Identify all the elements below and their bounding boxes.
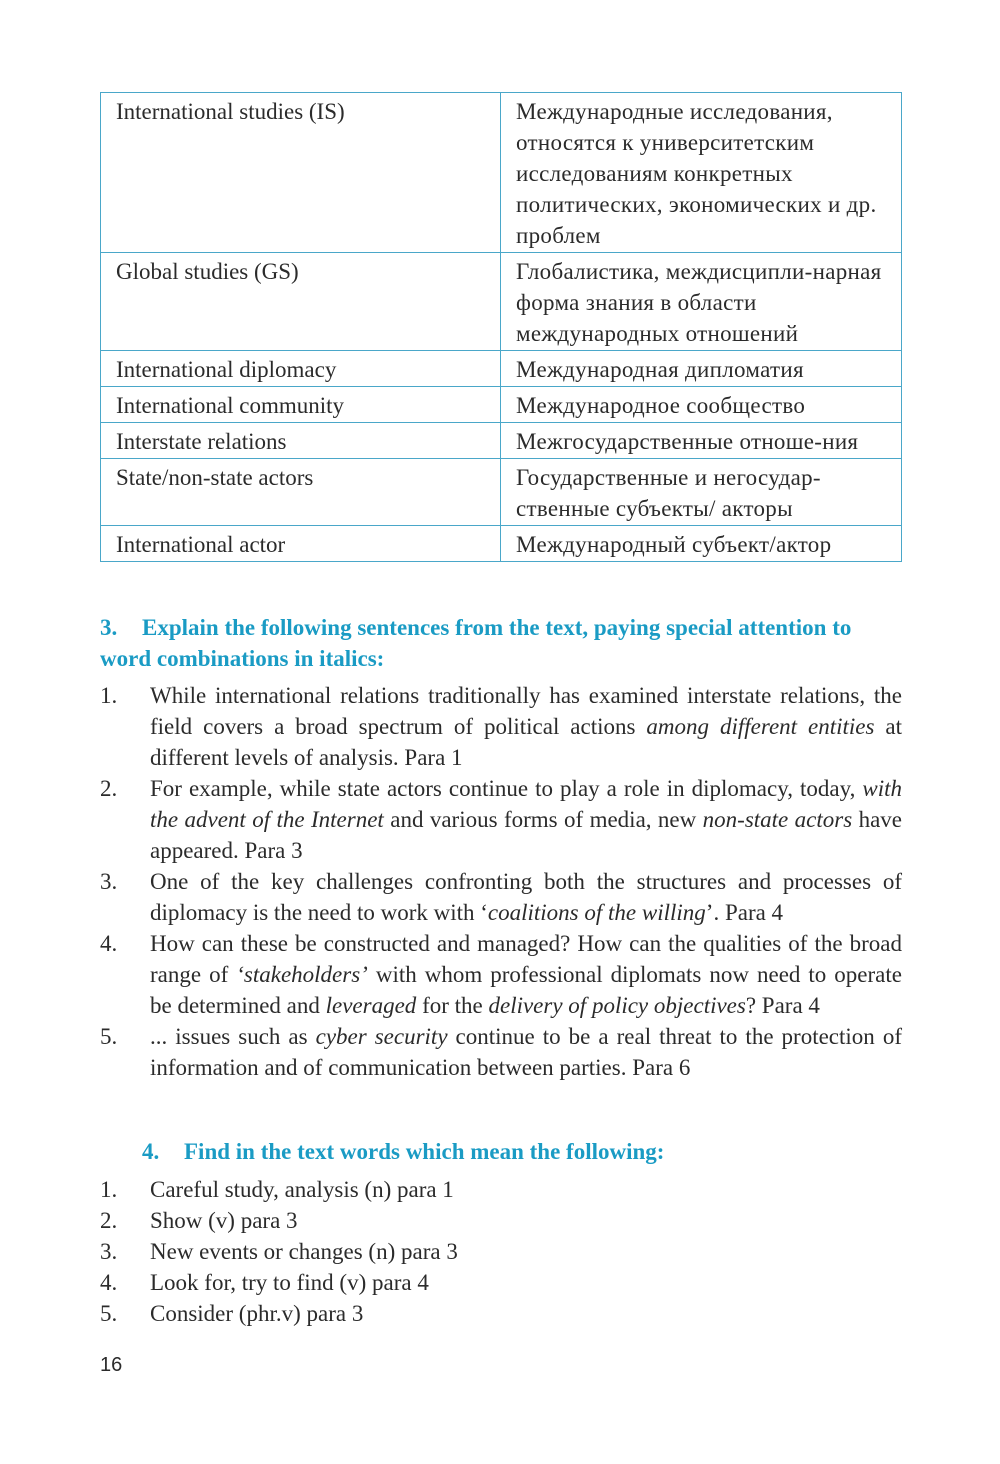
exercise-4-list: [100, 1174, 902, 1329]
item-text: How can these be constructed and managed? How can the qualities of the broad range of: [150, 931, 902, 987]
item-text: have appeared. Para 3: [150, 807, 902, 863]
item-text: New events or changes (n) para 3: [150, 1239, 458, 1264]
glossary-term-ru: Глобалистика, междисципли-нарная форма знания в области международных отношений: [501, 253, 902, 351]
exercise-3-title: Explain the following sentences from the text, paying special attention to word combinations in italics:: [100, 615, 852, 671]
item-text: One of the key challenges confronting both the structures and processes of diplomacy is the need to work with ‘: [150, 869, 902, 925]
item-number: 3.: [100, 1239, 118, 1264]
item-number: 3.: [100, 869, 118, 894]
italic-phrase: with the advent of the Internet: [150, 776, 902, 832]
glossary-term-ru: Международный субъект/актор: [501, 526, 902, 562]
exercise-4-item: [100, 1298, 902, 1329]
item-number: 5.: [100, 1301, 118, 1326]
item-text: Careful study, analysis (n) para 1: [150, 1177, 454, 1202]
glossary-term-en: International studies (IS): [101, 93, 501, 253]
italic-phrase: delivery of policy objectives: [488, 993, 746, 1018]
item-text: Look for, try to find (v) para 4: [150, 1270, 429, 1295]
item-text: continue to be a real threat to the protection of information and of communication between parties. Para 6: [150, 1024, 902, 1080]
italic-phrase: among different entities: [646, 714, 875, 739]
exercise-3-item: [100, 866, 902, 928]
glossary-term-ru: Международное сообщество: [501, 387, 902, 423]
item-number: 5.: [100, 1024, 118, 1049]
glossary-body: [101, 93, 902, 562]
italic-phrase: cyber security: [315, 1024, 448, 1049]
item-number: 2.: [100, 1208, 118, 1233]
item-text: at different levels of analysis. Para 1: [150, 714, 902, 770]
exercise-3-item: [100, 773, 902, 866]
exercise-3-item: [100, 680, 902, 773]
item-text: and various forms of media, new: [383, 807, 703, 832]
page-number: 16: [100, 1354, 123, 1376]
italic-phrase: leveraged: [325, 993, 417, 1018]
exercise-4-item: [100, 1205, 902, 1236]
glossary-term-ru: Государственные и негосудар-ственные субъекты/ акторы: [501, 459, 902, 526]
exercise-4-item: [100, 1236, 902, 1267]
exercise-4-heading: [100, 1136, 902, 1167]
glossary-term-en: Interstate relations: [101, 423, 501, 459]
item-text: While international relations traditionally has examined interstate relations, the field covers a broad spectrum of political actions: [150, 683, 902, 739]
exercise-3-list: [100, 680, 902, 1083]
exercise-3-item: [100, 928, 902, 1021]
exercise-4-title: Find in the text words which mean the following:: [184, 1139, 665, 1164]
item-text: for the: [416, 993, 489, 1018]
glossary-row: [101, 93, 902, 253]
exercise-4-number: 4.: [142, 1139, 160, 1164]
italic-phrase: non-state actors: [702, 807, 853, 832]
glossary-row: [101, 526, 902, 562]
exercise-4-item: [100, 1267, 902, 1298]
glossary-table: [100, 92, 902, 562]
glossary-term-ru: Межгосударственные отноше-ния: [501, 423, 902, 459]
italic-phrase: ‘stakeholders’: [236, 962, 368, 987]
item-text: ’. Para 4: [705, 900, 784, 925]
item-text: ? Para 4: [745, 993, 820, 1018]
glossary-term-en: International actor: [101, 526, 501, 562]
item-number: 1.: [100, 683, 118, 708]
glossary-term-en: International diplomacy: [101, 351, 501, 387]
glossary-row: [101, 423, 902, 459]
exercise-3-number: 3.: [100, 615, 118, 640]
item-text: Show (v) para 3: [150, 1208, 298, 1233]
item-text: ... issues such as: [150, 1024, 316, 1049]
glossary-term-en: International community: [101, 387, 501, 423]
item-text: Consider (phr.v) para 3: [150, 1301, 364, 1326]
glossary-row: [101, 351, 902, 387]
italic-phrase: coalitions of the willing: [487, 900, 706, 925]
glossary-term-ru: Международная дипломатия: [501, 351, 902, 387]
glossary-term-ru: Международные исследования, относятся к университетским исследованиям конкретных политических, экономических и др. проблем: [501, 93, 902, 253]
exercise-4-item: [100, 1174, 902, 1205]
glossary-term-en: Global studies (GS): [101, 253, 501, 351]
glossary-row: [101, 253, 902, 351]
item-number: 4.: [100, 931, 118, 956]
item-number: 2.: [100, 776, 118, 801]
item-number: 4.: [100, 1270, 118, 1295]
exercise-3-heading: [100, 612, 902, 674]
glossary-row: [101, 387, 902, 423]
glossary-row: [101, 459, 902, 526]
item-text: For example, while state actors continue to play a role in diplomacy, today,: [150, 776, 863, 801]
glossary-term-en: State/non-state actors: [101, 459, 501, 526]
exercise-3-item: [100, 1021, 902, 1083]
item-text: with whom professional diplomats now need to operate be determined and: [150, 962, 902, 1018]
item-number: 1.: [100, 1177, 118, 1202]
